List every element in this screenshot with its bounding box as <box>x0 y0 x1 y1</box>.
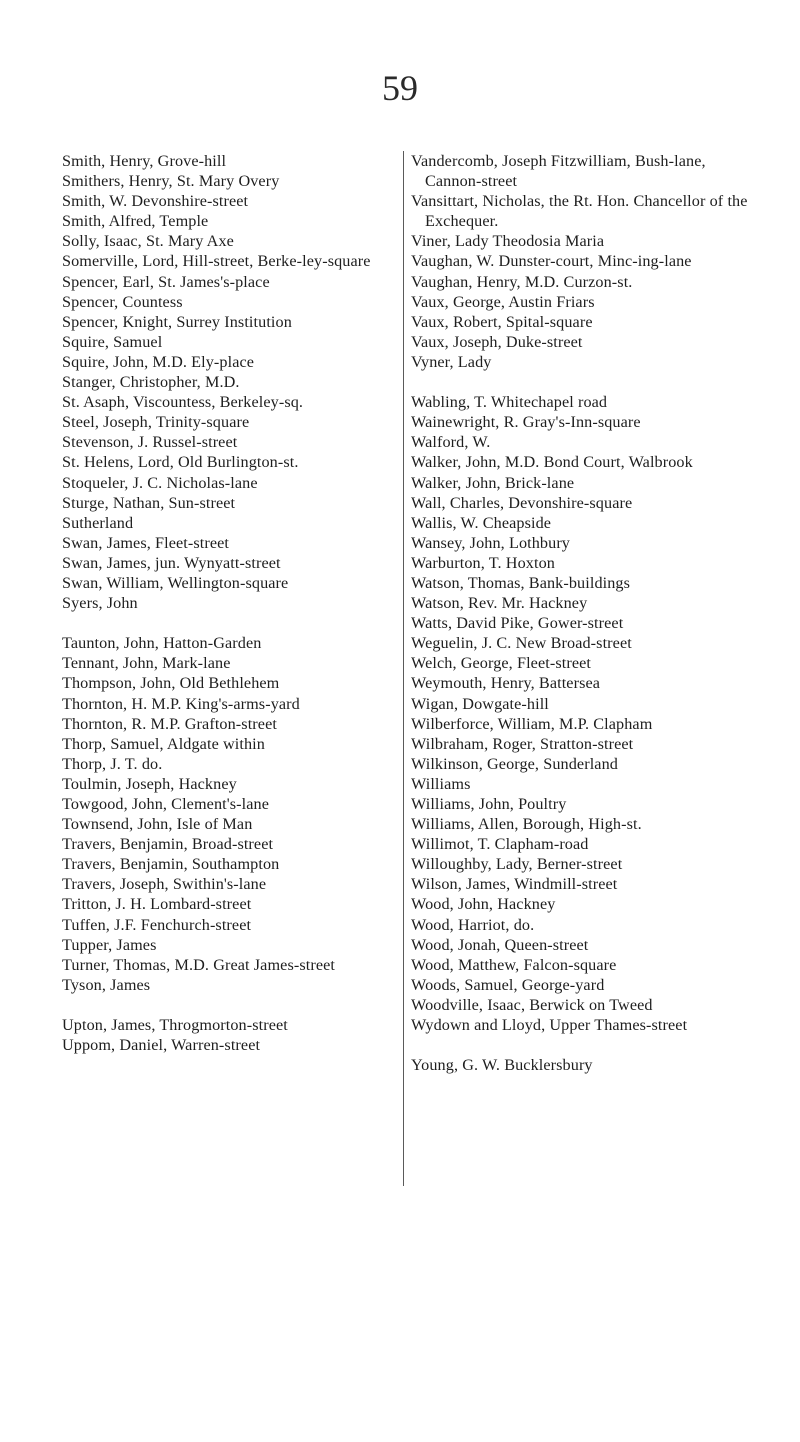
directory-entry: Vaughan, W. Dunster-court, Minc-ing-lane <box>411 252 692 271</box>
directory-entry: Solly, Isaac, St. Mary Axe <box>62 232 234 251</box>
directory-entry: Vandercomb, Joseph Fitzwilliam, Bush-lane, Cannon-street <box>411 152 706 191</box>
directory-entry: Taunton, John, Hatton-Garden <box>62 634 262 653</box>
directory-entry: Wigan, Dowgate-hill <box>411 694 549 713</box>
directory-entry: Syers, John <box>62 594 138 613</box>
directory-entry: Stevenson, J. Russel-street <box>62 433 238 452</box>
directory-entry: St. Helens, Lord, Old Burlington-st. <box>62 453 299 472</box>
directory-entry: Wilberforce, William, M.P. Clapham <box>411 714 653 733</box>
directory-entry: Travers, Joseph, Swithin's-lane <box>62 875 267 894</box>
directory-entry: Swan, James, jun. Wynyatt-street <box>62 553 281 572</box>
directory-entry: Smith, Henry, Grove-hill <box>62 152 227 170</box>
directory-entry: Walford, W. <box>411 433 491 452</box>
directory-entry: Watson, Thomas, Bank-buildings <box>411 573 631 592</box>
directory-entry: Watson, Rev. Mr. Hackney <box>411 594 588 613</box>
directory-entry: Spencer, Earl, St. James's-place <box>62 272 270 291</box>
directory-entry: Tyson, James <box>62 975 151 994</box>
directory-entry: Weguelin, J. C. New Broad-street <box>411 634 632 653</box>
directory-entry: Willoughby, Lady, Berner-street <box>411 855 623 874</box>
directory-entry: Thorp, Samuel, Aldgate within <box>62 734 265 753</box>
letter-section <box>62 1015 394 1055</box>
directory-entry: Smith, W. Devonshire-street <box>62 192 249 211</box>
directory-entry: Thompson, John, Old Bethlehem <box>62 674 280 693</box>
directory-entry: Stoqueler, J. C. Nicholas-lane <box>62 473 258 492</box>
directory-entry: Vyner, Lady <box>411 352 492 371</box>
directory-entry: Wansey, John, Lothbury <box>411 533 570 552</box>
directory-entry: Thornton, R. M.P. Grafton-street <box>62 714 277 733</box>
directory-entry: Vaux, Joseph, Duke-street <box>411 332 583 351</box>
directory-entry: Welch, George, Fleet-street <box>411 654 591 673</box>
directory-entry: Weymouth, Henry, Battersea <box>411 674 601 693</box>
directory-entry: Travers, Benjamin, Broad-street <box>62 835 274 854</box>
directory-entry: Tupper, James <box>62 935 157 954</box>
directory-entry: Wilkinson, George, Sunderland <box>411 754 618 773</box>
directory-entry: Wall, Charles, Devonshire-square <box>411 493 633 512</box>
directory-entry: Sturge, Nathan, Sun-street <box>62 493 236 512</box>
directory-entry: Wood, Harriot, do. <box>411 915 535 934</box>
directory-entry: Williams, Allen, Borough, High-st. <box>411 815 642 834</box>
directory-entry: Thorp, J. T. do. <box>62 754 163 773</box>
directory-entry: St. Asaph, Viscountess, Berkeley-sq. <box>62 393 304 412</box>
directory-entry: Vansittart, Nicholas, the Rt. Hon. Chancellor of the Exchequer. <box>411 192 748 231</box>
section-gap <box>411 372 751 392</box>
section-gap <box>62 995 394 1015</box>
directory-entry: Smith, Alfred, Temple <box>62 212 209 231</box>
directory-entry: Swan, James, Fleet-street <box>62 533 230 552</box>
directory-entry: Squire, Samuel <box>62 332 163 351</box>
directory-entry: Walker, John, Brick-lane <box>411 473 575 492</box>
directory-entry: Wallis, W. Cheapside <box>411 513 552 532</box>
directory-entry: Wilbraham, Roger, Stratton-street <box>411 734 634 753</box>
section-gap <box>411 1035 751 1055</box>
letter-section <box>411 151 751 372</box>
directory-entry: Vaux, George, Austin Friars <box>411 292 595 311</box>
directory-entry: Vaughan, Henry, M.D. Curzon-st. <box>411 272 633 291</box>
directory-entry: Tritton, J. H. Lombard-street <box>62 895 252 914</box>
directory-entry: Spencer, Countess <box>62 292 183 311</box>
directory-entry: Turner, Thomas, M.D. Great James-street <box>62 955 335 974</box>
letter-section <box>411 392 751 1035</box>
directory-entry: Stanger, Christopher, M.D. <box>62 373 240 392</box>
directory-entry: Williams, John, Poultry <box>411 795 567 813</box>
directory-entry: Towgood, John, Clement's-lane <box>62 795 269 813</box>
page-number: 59 <box>382 68 418 108</box>
directory-entry: Wydown and Lloyd, Upper Thames-street <box>411 1016 688 1035</box>
directory-entry: Toulmin, Joseph, Hackney <box>62 774 237 793</box>
directory-entry: Warburton, T. Hoxton <box>411 553 555 572</box>
column-divider <box>403 151 404 1186</box>
directory-entry: Woodville, Isaac, Berwick on Tweed <box>411 995 653 1014</box>
directory-entry: Townsend, John, Isle of Man <box>62 815 253 834</box>
directory-entry: Sutherland <box>62 513 134 532</box>
directory-entry: Wabling, T. Whitechapel road <box>411 393 608 412</box>
directory-entry: Williams <box>411 774 471 793</box>
letter-section <box>62 151 394 613</box>
directory-entry: Wood, John, Hackney <box>411 895 556 914</box>
directory-entry: Swan, William, Wellington-square <box>62 573 289 592</box>
directory-entry: Walker, John, M.D. Bond Court, Walbrook <box>411 453 693 472</box>
directory-entry: Woods, Samuel, George-yard <box>411 975 605 994</box>
directory-entry: Willimot, T. Clapham-road <box>411 835 589 854</box>
right-column <box>411 151 751 1075</box>
directory-entry: Somerville, Lord, Hill-street, Berke-ley-square <box>62 252 371 271</box>
directory-entry: Uppom, Daniel, Warren-street <box>62 1036 261 1055</box>
directory-entry: Tuffen, J.F. Fenchurch-street <box>62 915 252 934</box>
directory-entry: Wainewright, R. Gray's-Inn-square <box>411 413 641 432</box>
letter-section <box>411 1055 751 1075</box>
directory-entry: Vaux, Robert, Spital-square <box>411 312 593 331</box>
directory-entry: Young, G. W. Bucklersbury <box>411 1056 593 1075</box>
directory-entry: Upton, James, Throgmorton-street <box>62 1016 288 1035</box>
directory-entry: Tennant, John, Mark-lane <box>62 654 231 673</box>
directory-entry: Steel, Joseph, Trinity-square <box>62 413 250 432</box>
directory-entry: Thornton, H. M.P. King's-arms-yard <box>62 694 300 713</box>
directory-entry: Wilson, James, Windmill-street <box>411 875 618 894</box>
left-column <box>62 151 394 1055</box>
directory-entry: Watts, David Pike, Gower-street <box>411 614 624 633</box>
section-gap <box>62 613 394 633</box>
directory-entry: Wood, Jonah, Queen-street <box>411 935 589 954</box>
directory-entry: Squire, John, M.D. Ely-place <box>62 352 255 371</box>
directory-entry: Smithers, Henry, St. Mary Overy <box>62 172 280 191</box>
directory-entry: Viner, Lady Theodosia Maria <box>411 232 605 251</box>
directory-entry: Spencer, Knight, Surrey Institution <box>62 312 292 331</box>
directory-entry: Travers, Benjamin, Southampton <box>62 855 280 874</box>
letter-section <box>62 633 394 995</box>
directory-entry: Wood, Matthew, Falcon-square <box>411 955 617 974</box>
